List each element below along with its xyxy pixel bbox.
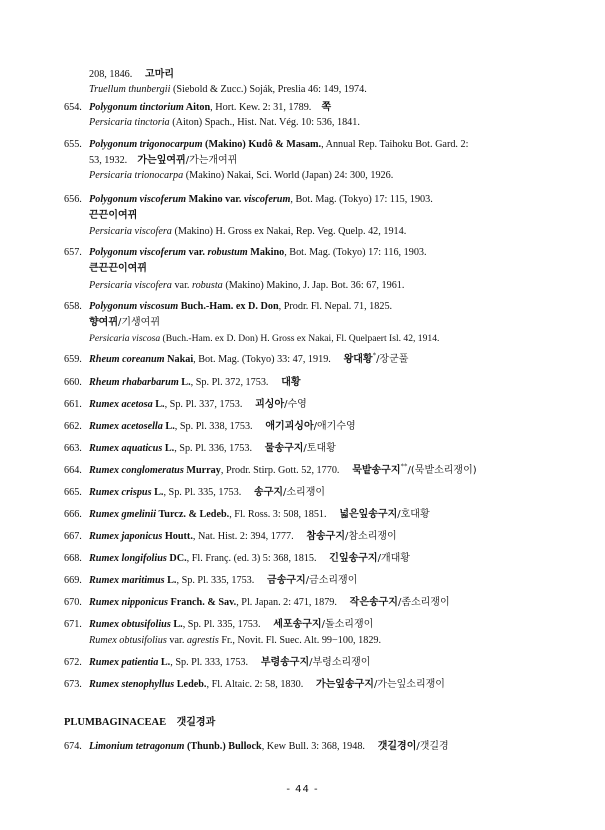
korean-name: 부령송구지 [260,657,310,668]
korean-name: 고마리 [145,69,175,80]
korean-name: 향여뀌 [89,317,118,328]
family-korean-name: 갯길경과 [176,717,216,728]
korean-name: 금송구지 [267,575,306,586]
korean-name: 왕대황 [343,354,373,365]
korean-name: 송구지 [254,487,284,498]
korean-name: 가는잎송구지 [315,679,374,690]
korean-name: 넓은잎송구지 [339,509,398,520]
korean-name: 갯길경이 [377,741,417,752]
korean-name: 가는잎여뀌 [137,155,186,166]
korean-name: 물송구지 [264,443,304,454]
korean-name: 참송구지 [306,531,345,542]
korean-name: 큰끈끈이여뀌 [89,263,147,274]
page-number: - 44 - [286,784,319,795]
korean-name: 묵밭송구지 [352,465,401,476]
korean-name: 괴싱아 [255,399,285,410]
korean-name: 끈끈이여뀌 [89,210,138,221]
korean-name: 긴잎송구지 [329,553,378,564]
korean-name: 대황 [281,377,301,388]
document-page: 208, 1846. 고마리 Truellum thunbergii (Siebold & Zucc.) Soják, Preslia 46: 149, 1974. 654. Polygonum tinctorium Aiton, Hort. Kew. 2: 31, 1789. 쪽 Persicaria tinctoria (Aiton) Spach., Hist. Nat. Vég. 10: 536, 1841. 655. Polygonum trigonocarpum (Makino) Kudô & Masam., Annual Rep. Taihoku Bot. Gard. 2: 53, 1932. 가는잎여뀌/가는개여뀌 Persicaria trionocarpa (Makino) Nakai, Sci. World (Japan) 24: 300, 1926. 656. Polygonum viscoferum Makino var. viscoferum, Bot. Mag. (Tokyo) 17: 115, 1903. 끈끈이여뀌 Persicaria viscofera (Makino) H. Gross ex Nakai, Rep. Veg. Quelp. 42, 1914. 657. Polygonum viscoferum var. robustum Makino, Bot. Mag. (Tokyo) 17: 116, 1903. 큰끈끈이여뀌 Persicaria viscofera var. robusta (Makino) Makino, J. Jap. Bot. 36: 67, 1961. 658. Polygonum viscosum Buch.-Ham. ex D. Don, Prodr. Fl. Nepal. 71, 1825. 향여뀌/기생여뀌 Persicaria viscosa (Buch.-Ham. ex D. Don) H. Gross ex Nakai, Fl. Quelpaert Isl. 42, 1914. 659. Rheum coreanum Nakai, Bot. Mag. (Tokyo) 33: 47, 1919. 왕대황*/장군풀 660. Rheum rhabarbarum L., Sp. Pl. 372, 1753. 대황 661. Rumex acetosa L., Sp. Pl. 337, 1753. 괴싱아/수영 662. Rumex acetosella L., Sp. Pl. 338, 1753. 애기괴싱아/애기수영 663. Rumex aquaticus L., Sp. Pl. 336, 1753. 물송구지/토대황 664. Rumex conglomeratus Murray, Prodr. Stirp. Gott. 52, 1770. 묵밭송구지**/(묵밭소리쟁이) 665. Rumex crispus L., Sp. Pl. 335, 1753. 송구지/소리쟁이 666. Rumex gmelinii Turcz. & Ledeb., Fl. Ross. 3: 508, 1851. 넓은잎송구지/호대황 667. Rumex japonicus Houtt., Nat. Hist. 2: 394, 1777. 참송구지/참소리쟁이 668. Rumex longifolius DC., Fl. Franç. (ed. 3) 5: 368, 1815. 긴잎송구지/개대황 669. Rumex maritimus L., Sp. Pl. 335, 1753. 금송구지/금소리쟁이 670. Rumex nipponicus Franch. & Sav., Pl. Japan. 2: 471, 1879. 작은송구지/좀소리쟁이 671. Rumex obtusifolius L., Sp. Pl. 335, 1753. 세포송구지/돌소리쟁이 Rumex obtusifolius var. agrestis Fr., Novit. Fl. Suec. Alt. 99−100, 1829. 672. Rumex patientia L., Sp. Pl. 333, 1753. 부령송구지/부령소리쟁이 673. Rumex stenophyllus Ledeb., Fl. Altaic. 2: 58, 1830. 가는잎송구지/가는잎소리쟁이 PLUMBAGINACEAE 갯길경과 674. Limonium tetragonum (Thunb.) Bullock, Kew Bull. 3: 368, 1948. 갯길경이/갯길경 - 44 - [0,0,605,830]
korean-name: 작은송구지 [349,597,398,608]
korean-name: 쪽 [321,102,332,113]
korean-name: 애기괴싱아 [265,421,314,432]
korean-name: 세포송구지 [273,619,322,630]
